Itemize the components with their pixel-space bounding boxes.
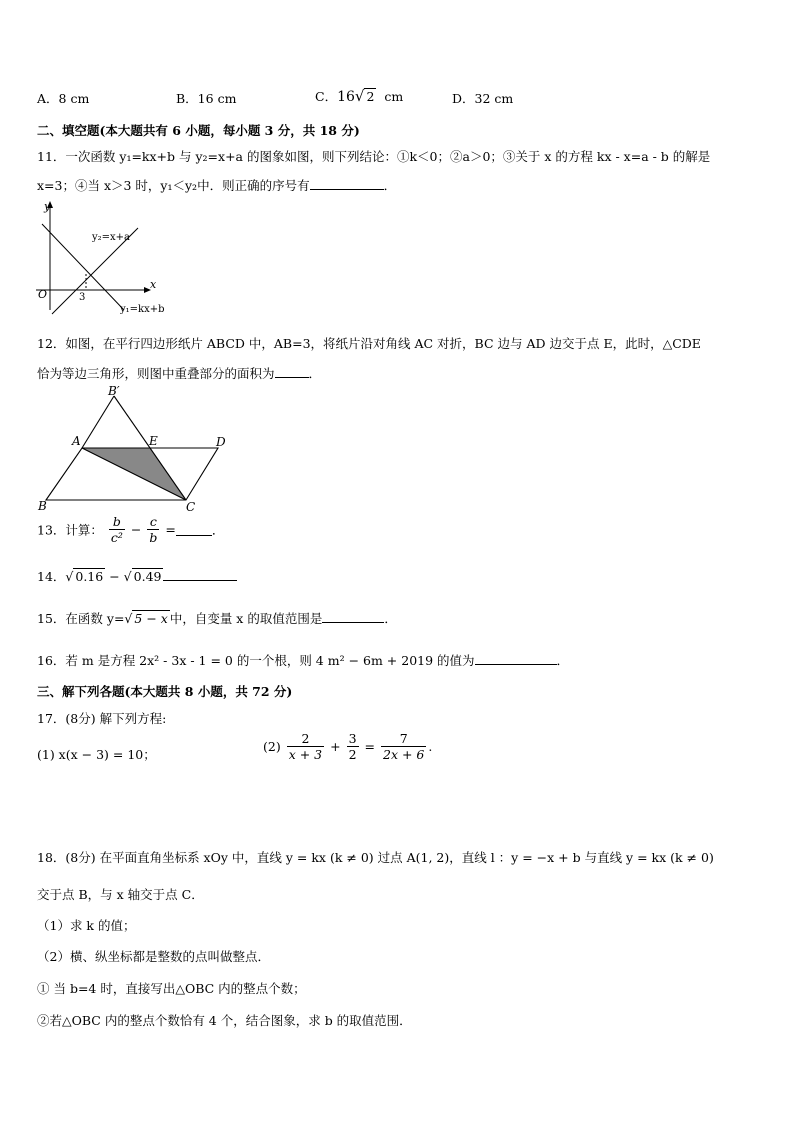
axis-label-x: x: [150, 278, 157, 291]
point-label-b: B: [38, 499, 47, 513]
q18-sub2-part2: ②若△OBC 内的整点个数恰有 4 个，结合图象，求 b 的取值范围．: [37, 1013, 412, 1028]
option-c: C．16√ 2 cm: [315, 87, 404, 105]
q17-part1: (1) x(x − 3) = 10；: [37, 747, 156, 762]
q18-sub2: （2）横、纵坐标都是整数的点叫做整点．: [37, 949, 270, 964]
q12-line2: 恰为等边三角形，则图中重叠部分的面积为 ．: [37, 366, 322, 381]
q14: 14．√ 0.16 − √ 0.49: [37, 567, 237, 585]
point-label-d: D: [216, 435, 226, 449]
section-title-solve: 三、解下列各题(本大题共 8 小题，共 72 分): [37, 684, 293, 699]
q18-line1: 18．(8分) 在平面直角坐标系 xOy 中，直线 y = kx (k ≠ 0) 过点 A(1, 2)，直线 l ：y = −x + b 与直线 y = kx (k ≠ 0): [37, 850, 714, 865]
q11-line1: 11．一次函数 y₁=kx+b 与 y₂=x+a 的图象如图，则下列结论：①k＜0；②a＞0；③关于 x 的方程 kx - x=a - b 的解是: [37, 149, 711, 164]
origin-label: O: [38, 288, 48, 301]
q15: 15．在函数 y=√ 5 − x 中，自变量 x 的取值范围是 ．: [37, 611, 397, 626]
q16: 16．若 m 是方程 2x² - 3x - 1 = 0 的一个根，则 4 m² − 6m + 2019 的值为 ．: [37, 653, 570, 668]
q11-line2: x=3；④当 x＞3 时，y₁＜y₂中．则正确的序号有 ．: [37, 178, 397, 193]
q17-title: 17．(8分) 解下列方程:: [37, 711, 167, 726]
q11-figure: [30, 198, 180, 316]
q18-sub1: （1）求 k 的值；: [37, 918, 136, 933]
option-d: D．32 cm: [452, 91, 514, 106]
axis-label-y: y: [44, 200, 51, 213]
q12-line1: 12．如图，在平行四边形纸片 ABCD 中，AB=3，将纸片沿对角线 AC 对折，BC 边与 AD 边交于点 E，此时，△CDE: [37, 336, 701, 351]
option-b: B．16 cm: [176, 91, 237, 106]
q12-figure: [36, 384, 236, 514]
answer-blank: [310, 177, 384, 190]
point-label-c: C: [186, 500, 196, 514]
tick-label-3: 3: [79, 292, 86, 303]
answer-blank: [163, 568, 237, 581]
line-label-y2: y₂=x+a: [92, 232, 131, 243]
point-label-e: E: [149, 434, 158, 448]
option-a: A．8 cm: [37, 91, 90, 106]
q18-line2: 交于点 B，与 x 轴交于点 C．: [37, 887, 204, 902]
q18-sub2-part1: ① 当 b=4 时，直接写出△OBC 内的整点个数；: [37, 981, 306, 996]
section-title-fill-blank: 二、填空题(本大题共有 6 小题，每小题 3 分，共 18 分): [37, 123, 360, 138]
point-label-b-prime: B′: [108, 384, 120, 398]
answer-blank: [475, 652, 557, 665]
q13: 13．计算： $\frac{b}{\text{c²}}$ − $\frac{c}{b}$ = ．: [37, 514, 225, 545]
answer-blank: [275, 365, 309, 378]
point-label-a: A: [72, 434, 81, 448]
answer-blank: [322, 610, 384, 623]
line-label-y1: y₁=kx+b: [120, 304, 165, 315]
answer-blank: [176, 523, 212, 536]
q17-part2: (2) $\frac{2}{x + 3}$ + $\frac{3}{2}$ = $\frac{7}{2x + 6}$ .: [263, 731, 433, 762]
